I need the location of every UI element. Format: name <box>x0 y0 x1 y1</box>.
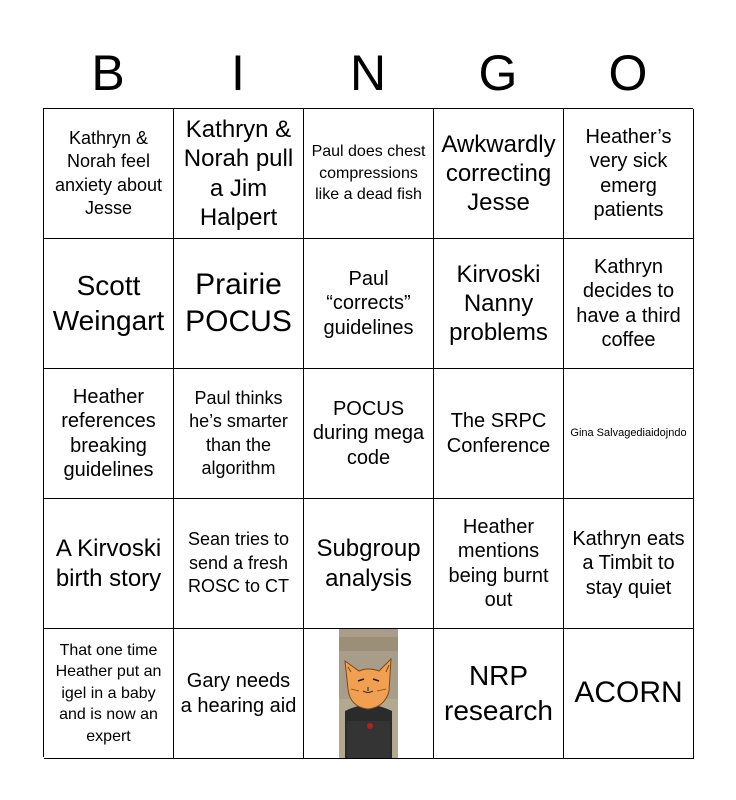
cell-text: POCUS during mega code <box>312 397 425 469</box>
bingo-cell[interactable] <box>564 109 694 239</box>
bingo-cell[interactable] <box>434 239 564 369</box>
header-letter-o: O <box>608 45 648 101</box>
cartoon-cat-photo <box>339 629 398 758</box>
bingo-cell[interactable] <box>434 109 564 239</box>
bingo-grid <box>43 108 693 757</box>
bingo-header <box>43 38 693 108</box>
cell-text: Prairie POCUS <box>185 267 292 338</box>
cell-text: ACORN <box>574 676 683 710</box>
cell-text: Paul thinks he’s smarter than the algorithm <box>189 387 288 478</box>
bingo-cell[interactable] <box>44 369 174 499</box>
cell-text: Kathryn & Norah feel anxiety about Jesse <box>54 127 163 218</box>
cell-text: Paul does chest compressions like a dead fish <box>311 143 426 204</box>
cell-text: Heather’s very sick emerg patients <box>585 125 672 221</box>
bingo-cell[interactable] <box>174 239 304 369</box>
cell-text: Sean tries to send a fresh ROSC to CT <box>187 529 290 597</box>
cell-text: Gina Salvagediaidojndo <box>570 427 687 440</box>
cell-text: Kathryn decides to have a third coffee <box>576 255 681 351</box>
bingo-cell[interactable] <box>174 109 304 239</box>
bingo-free-space[interactable] <box>304 629 434 759</box>
cell-text: Awkwardly correcting Jesse <box>441 130 556 217</box>
bingo-cell[interactable] <box>44 109 174 239</box>
bingo-cell[interactable] <box>304 499 434 629</box>
cell-text: Paul “corrects” guidelines <box>323 267 414 339</box>
bingo-cell[interactable] <box>434 629 564 759</box>
bingo-cell[interactable] <box>304 109 434 239</box>
bingo-cell[interactable] <box>304 239 434 369</box>
bingo-cell[interactable] <box>174 629 304 759</box>
cell-text: Kirvoski Nanny problems <box>449 260 548 347</box>
bingo-cell[interactable] <box>44 239 174 369</box>
bingo-cell[interactable] <box>304 369 434 499</box>
cell-text: A Kirvoski birth story <box>55 535 162 592</box>
cell-text: NRP research <box>444 660 553 726</box>
bingo-cell[interactable] <box>434 369 564 499</box>
cell-text: Heather references breaking guidelines <box>61 385 156 481</box>
cell-text: Kathryn & Norah pull a Jim Halpert <box>183 115 294 231</box>
cell-text: Gary needs a hearing aid <box>180 670 297 717</box>
bingo-cell[interactable] <box>564 629 694 759</box>
header-letter-g: G <box>478 45 518 101</box>
bingo-cell[interactable] <box>44 629 174 759</box>
bingo-cell[interactable] <box>434 499 564 629</box>
cell-text: Heather mentions being burnt out <box>448 515 549 611</box>
cell-text: The SRPC Conference <box>446 410 551 457</box>
cell-text: Subgroup analysis <box>316 535 421 592</box>
header-letter-n: N <box>349 45 387 101</box>
bingo-cell[interactable] <box>564 499 694 629</box>
cell-text: Kathryn eats a Timbit to stay quiet <box>572 527 685 599</box>
cell-text: That one time Heather put an igel in a baby and is now an expert <box>55 641 162 745</box>
bingo-cell[interactable] <box>174 499 304 629</box>
cell-text: Scott Weingart <box>52 270 165 336</box>
bingo-cell[interactable] <box>564 369 694 499</box>
header-letter-i: I <box>231 45 245 101</box>
bingo-cell[interactable] <box>564 239 694 369</box>
header-letter-b: B <box>91 45 125 101</box>
bingo-cell[interactable] <box>44 499 174 629</box>
bingo-cell[interactable] <box>174 369 304 499</box>
